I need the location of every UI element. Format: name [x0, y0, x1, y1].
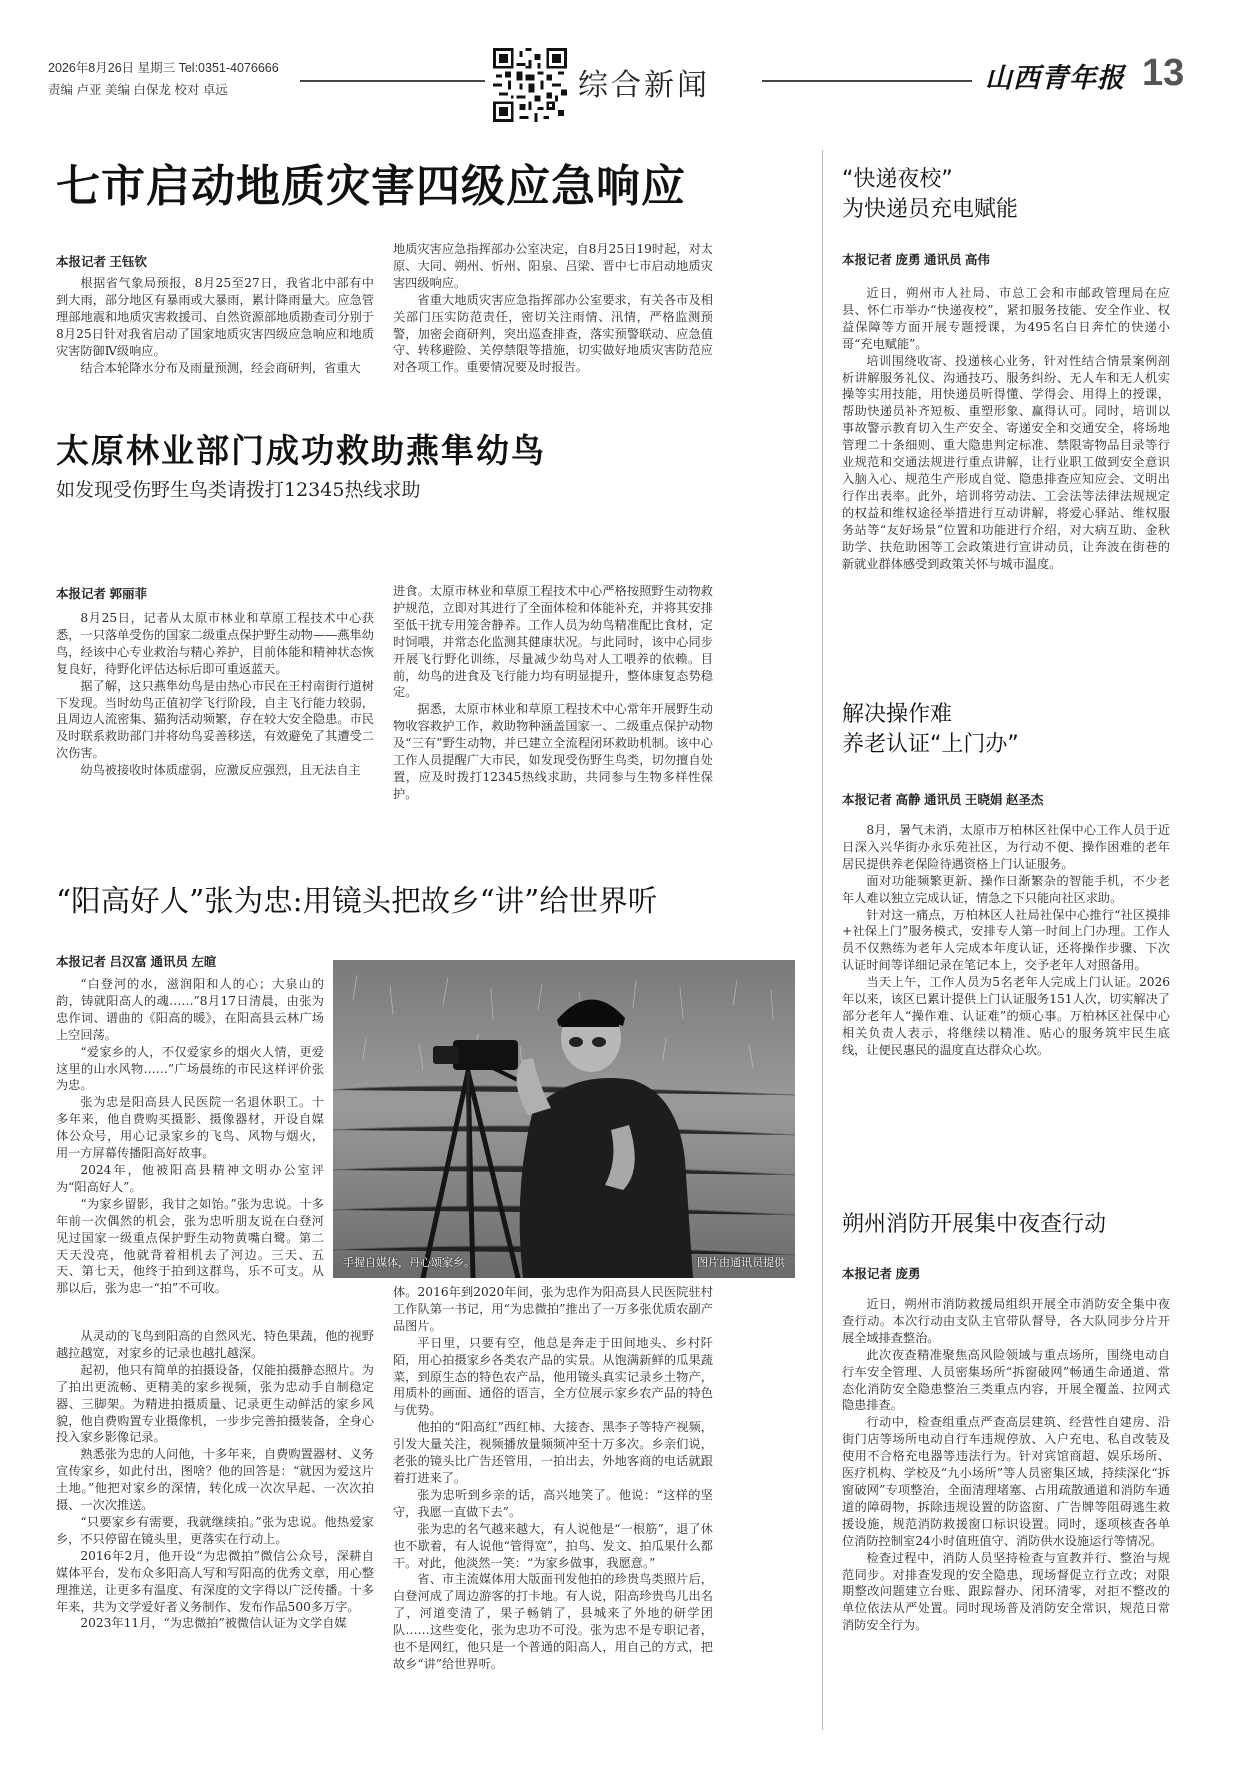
paragraph: 2016年2月，他开设“为忠微拍”微信公众号，深耕自媒体平台，发布众多阳高人写和写阳高的优秀文章，用心整理推送，让更多有温度、有深度的文字得以广泛传播。十多年来，共为文学爱好者义务制作、发布作品500多万字。 — [56, 1548, 374, 1614]
article-headline: “阳高好人”张为忠:用镜头把故乡“讲”给世界听 — [56, 884, 658, 918]
paragraph: 2024年，他被阳高县精神文明办公室评为“阳高好人”。 — [56, 1162, 324, 1194]
article-column-2 — [393, 1284, 713, 1673]
header-rule-left — [300, 80, 485, 82]
paragraph: 8月，暑气未消，太原市万柏林区社保中心工作人员于近日深入兴华街办永乐苑社区，为行动不便、操作困难的老年居民提供养老保险待遇资格上门认证服务。 — [842, 823, 1170, 871]
paragraph: 当天上午，工作人员为5名老年人完成上门认证。2026年以来，该区已累计提供上门认证服务151人次，切实解决了部分老年人“操作难、认证难”的烦心事。万柏林区社保中心相关负责人表示，将继续以精准、贴心的服务筑牢民生底线，让便民惠民的温度直达群众心坎。 — [842, 975, 1170, 1057]
paragraph: 进食。太原市林业和草原工程技术中心严格按照野生动物救护规范，立即对其进行了全面体检和体能补充，并将其安排至低干扰专用笼舍静养。工作人员为幼鸟精准配比食材，定时饲喂，并常态化监测其健康状况。与此同时，该中心同步开展飞行野化训练，尽量减少幼鸟对人工喂养的依赖。目前，幼鸟的进食及飞行能力均有明显提升，整体康复态势稳定。 — [393, 584, 713, 700]
paragraph: 近日，朔州市消防救援局组织开展全市消防安全集中夜查行动。本次行动由支队主官带队督导，各大队同步分片开展全域排查整治。 — [842, 1297, 1170, 1345]
article-column-2 — [393, 583, 713, 803]
article-column-1 — [56, 275, 374, 376]
paragraph: 根据省气象局预报，8月25至27日，我省北中部有中到大雨，部分地区有暴雨或大暴雨，累计降雨量大。应急管理部地震和地质灾害救援司、自然资源部地质勘查司分别于8月25日针对我省启动了国家地质灾害四级应急响应和地质灾害防御Ⅳ级响应。 — [56, 276, 374, 358]
paragraph: 从灵动的飞鸟到阳高的自然风光、特色果蔬，他的视野越拉越宽，对家乡的记录也越扎越深。 — [56, 1329, 374, 1360]
paragraph: 据悉，太原市林业和草原工程技术中心常年开展野生动物收容救护工作，救助物种涵盖国家一、二级重点保护动物及“三有”野生动物，并已建立全流程闭环救助机制。该中心工作人员提醒广大市民，如发现受伤野生鸟类，切勿擅自处置，应及时拨打12345热线求助，共同参与生物多样性保护。 — [393, 702, 713, 801]
title-line: 为快递员充电赋能 — [842, 197, 1019, 222]
side-article-title — [842, 165, 1018, 225]
article-byline: 本报记者 高静 通讯员 王晓娟 赵圣杰 — [842, 793, 1044, 807]
article-photo — [333, 960, 795, 1278]
article-column-1-wide — [56, 1328, 374, 1632]
paragraph: 检查过程中，消防人员坚持检查与宣教并行、整治与规范同步。对排查发现的安全隐患，现场督促立行立改；对限期整改问题建立台账、跟踪督办、闭环清零，对拒不整改的单位依法从严处置。同时现场普及消防安全常识，规范日常消防安全行为。 — [842, 1550, 1170, 1633]
paragraph: 针对这一痛点，万柏林区人社局社保中心推行“社区摸排+社保上门”服务模式，安排专人第一时间上门办理。工作人员不仅熟练为老年人完成本年度认证，还将操作步骤、下次认证时间等详细记录在笔记本上，交予老年人对照备用。 — [842, 907, 1170, 973]
article-headline: 七市启动地质灾害四级应急响应 — [56, 161, 686, 212]
paragraph: 张为忠是阳高县人民医院一名退休职工。十多年来，他自费购买摄影、摄像器材，开设自媒体公众号，用心记录家乡的飞鸟、风物与烟火，用一方屏幕传播阳高好故事。 — [56, 1095, 324, 1161]
photo-credit: 图片由通讯员提供 — [697, 1257, 785, 1269]
paragraph: “爱家乡的人，不仅爱家乡的烟火人情，更爱这里的山水风物……”广场晨练的市民这样评价张为忠。 — [56, 1044, 324, 1093]
page-number: 13 — [1142, 52, 1185, 94]
paragraph: 平日里，只要有空，他总是奔走于田间地头、乡村阡陌，用心拍摄家乡各类农产品的实景。从饱满新鲜的瓜果蔬菜，到原生态的特色农产品，他用镜头真实记录乡土物产，用质朴的画面、通俗的语言，全方位展示家乡农产品的特色与优势。 — [393, 1335, 713, 1418]
paragraph: 近日，朔州市人社局、市总工会和市邮政管理局在应县、怀仁市举办“快递夜校”，紧扣服务技能、安全作业、权益保障等方面开展专题授课，为495名白日奔忙的快递小哥“充电赋能”。 — [842, 286, 1170, 351]
paragraph: “白登河的水，滋润阳和人的心；大泉山的韵，铸就阳高人的魂……”8月17日清晨，由张为忠作词、谱曲的《阳高的暖》，在阳高县云林广场上空回荡。 — [56, 977, 324, 1042]
side-article-body — [842, 1296, 1170, 1634]
paragraph: 张为忠听到乡亲的话，高兴地笑了。他说：“这样的坚守，我愿一直做下去”。 — [393, 1487, 713, 1519]
paragraph: 结合本轮降水分布及雨量预测，经会商研判，省重大 — [80, 360, 361, 375]
paragraph: 8月25日，记者从太原市林业和草原工程技术中心获悉，一只落单受伤的国家二级重点保护野生动物——燕隼幼鸟，经该中心专业救治与精心养护，目前体能和精神状态恢复良好，待野化评估达标后即可重返蓝天。 — [56, 611, 374, 676]
paragraph: 面对功能频繁更新、操作日渐繁杂的智能手机，不少老年人难以独立完成认证，情急之下只能向社区求助。 — [842, 873, 1170, 905]
article-column-2 — [393, 241, 713, 376]
paragraph: 他拍的“阳高红”西红柿、大接杏、黑李子等特产视频，引发大量关注，视频播放量频频冲至十万多次。乡亲们说，老张的镜头比广告还管用，一拍出去，外地客商的电话就跟着打进来了。 — [393, 1420, 713, 1485]
article-byline: 本报记者 吕汉富 通讯员 左暄 — [56, 955, 217, 969]
qr-code — [493, 48, 567, 122]
article-column-1-narrow — [56, 976, 324, 1297]
title-line: “快递夜校” — [842, 167, 953, 192]
header-rule-right — [762, 80, 972, 82]
article-byline: 本报记者 庞勇 通讯员 高伟 — [842, 253, 990, 267]
paragraph: 省重大地质灾害应急指挥部办公室要求，有关各市及相关部门压实防范责任，密切关注雨情、汛情，严格监测预警，加密会商研判，突出巡查排查，落实预警联动、应急值守、转移避险、关停禁限等措施，切实做好地质灾害防范应对各项工作。重要情况要及时报告。 — [393, 292, 713, 375]
newspaper-masthead: 山西青年报 — [985, 63, 1125, 94]
header-editors: 责编 卢亚 美编 白保龙 校对 卓远 — [48, 83, 228, 97]
side-article-body — [842, 285, 1170, 572]
article-headline: 太原林业部门成功救助燕隼幼鸟 — [56, 431, 546, 470]
paragraph: 此次夜查精准聚焦高风险领域与重点场所，围绕电动自行车安全管理、人员密集场所“拆窗破网”畅通生命通道、常态化消防安全隐患整治三类重点内容，开展全覆盖、拉网式隐患排查。 — [842, 1347, 1170, 1413]
article-subtitle: 如发现受伤野生鸟类请拨打12345热线求助 — [56, 479, 421, 501]
article-byline: 本报记者 庞勇 — [842, 1267, 921, 1281]
paragraph: 起初，他只有简单的拍摄设备，仅能拍摄静态照片。为了拍出更流畅、更精美的家乡视频，张为忠动手自制稳定器、三脚架。为精进拍摄质量、记录更生动鲜活的家乡风貌，他自费购置专业摄像机，一步步完善拍摄装备，全身心投入家乡影像记录。 — [56, 1362, 374, 1445]
side-article-body — [842, 822, 1170, 1059]
paragraph: “只要家乡有需要，我就继续拍。”张为忠说。他热爱家乡，不只停留在镜头里，更落实在行动上。 — [56, 1514, 374, 1546]
side-article-title — [842, 700, 1019, 760]
title-line: 解决操作难 — [842, 702, 953, 727]
paragraph: 省、市主流媒体用大版面刊发他拍的珍贵鸟类照片后，白登河成了周边游客的打卡地。有人说，阳高珍贵鸟儿出名了，河道变清了，果子畅销了，县城来了外地的研学团队……这些变化，张为忠功不可没。张为忠不是专职记者，也不是网红，他只是一个普通的阳高人，用自己的方式，把故乡“讲”给世界听。 — [393, 1572, 713, 1671]
paragraph: “为家乡留影，我甘之如饴。”张为忠说。十多年前一次偶然的机会，张为忠听朋友说在白登河见过国家一级重点保护野生动物黄嘴白鹭。第二天天没亮，他就背着相机去了河边。三天、五天、第七天，他终于拍到这群鸟，乐不可支。从那以后，张为忠一“拍”不可收。 — [56, 1196, 324, 1296]
photo-caption: 手握自媒体，丹心颂家乡。 — [343, 1257, 475, 1269]
title-line: 养老认证“上门办” — [842, 732, 1019, 757]
side-article-title: 朔州消防开展集中夜查行动 — [842, 1212, 1107, 1237]
paragraph: 体。2016年到2020年间，张为忠作为阳高县人民医院驻村工作队第一书记，用“为忠微拍”推出了一万多张优质农副产品图片。 — [393, 1285, 713, 1333]
paragraph: 张为忠的名气越来越大，有人说他是“一根筋”，退了休也不歇着，有人说他“管得宽”，拍鸟、发文、拍瓜果什么都干。对此，他淡然一笑：“为家乡做事，我愿意。” — [393, 1521, 713, 1570]
paragraph: 幼鸟被接收时体质虚弱，应激反应强烈，且无法自主 — [80, 763, 361, 778]
article-byline: 本报记者 郭丽菲 — [56, 587, 147, 601]
paragraph: 据了解，这只燕隼幼鸟是由热心市民在王村南街行道树下发现。当时幼鸟正值初学飞行阶段，自主飞行能力较弱，且周边人流密集、猫狗活动频繁，存在较大安全隐患。市民及时联系救助部门并将幼鸟妥善移送，有效避免了其遭受二次伤害。 — [56, 678, 374, 761]
paragraph: 行动中，检查组重点严查高层建筑、经营性自建房、沿街门店等场所电动自行车违规停放、入户充电、私自改装及使用不合格充电器等违法行为。针对宾馆商超、娱乐场所、医疗机构、学校及“九小场所”等人员密集区域，持续深化“拆窗破网”专项整治，全面清理堵塞、占用疏散通道和消防车通道的障碍物，拆除违规设置的防盗窗、广告牌等阻碍逃生救援设施，规范消防救援窗口标识设置。同时，逐项核查各单位消防控制室24小时值班值守、消防供水设施运行等情况。 — [842, 1415, 1170, 1548]
photo-photographer-illustration — [333, 960, 795, 1278]
article-column-1 — [56, 610, 374, 779]
paragraph: 熟悉张为忠的人问他，十多年来，自费购置器材、义务宣传家乡，如此付出，图啥？他的回答是：“就因为爱这片土地。”他把对家乡的深情，转化成一次次早起、一次次拍摄、一次次推送。 — [56, 1447, 374, 1513]
paragraph: 2023年11月，“为忠微拍”被微信认证为文学自媒 — [80, 1616, 347, 1631]
column-divider — [822, 150, 823, 1730]
paragraph: 地质灾害应急指挥部办公室决定，自8月25日19时起，对太原、大同、朔州、忻州、阳泉、吕梁、晋中七市启动地质灾害四级响应。 — [393, 242, 713, 290]
section-title: 综合新闻 — [578, 68, 710, 103]
header-date: 2026年8月26日 星期三 Tel:0351-4076666 — [48, 61, 279, 75]
article-byline: 本报记者 王钰钦 — [56, 255, 147, 269]
qr-code-graphic — [493, 48, 567, 122]
paragraph: 培训围绕收寄、投递核心业务，针对性结合情景案例剖析讲解服务礼仪、沟通技巧、服务纠纷、无人车和无人机实操等实用技能，用快递员听得懂、学得会、用得上的授课，帮助快递员补齐短板、重塑形象、赢得认可。同时，培训以事故警示教育切入生产安全、寄递安全和交通安全，将场地管理二十条细则、重大隐患判定标准、禁限寄物品目录等行业规范和交通法规进行重点讲解，让行业职工做到安全意识入脑入心、规范生产形成自觉、隐患排查应知应会、文明出行作出表率。此外，培训将劳动法、工会法等法律法规规定的权益和维权途径举措进行互动讲解，将爱心驿站、维权服务站等“友好场景”位置和功能进行介绍，对大病互助、金秋助学、扶危助困等工会政策进行宣讲动员，让奔波在街巷的新就业群体感受到政策关怀与城市温度。 — [842, 353, 1170, 571]
